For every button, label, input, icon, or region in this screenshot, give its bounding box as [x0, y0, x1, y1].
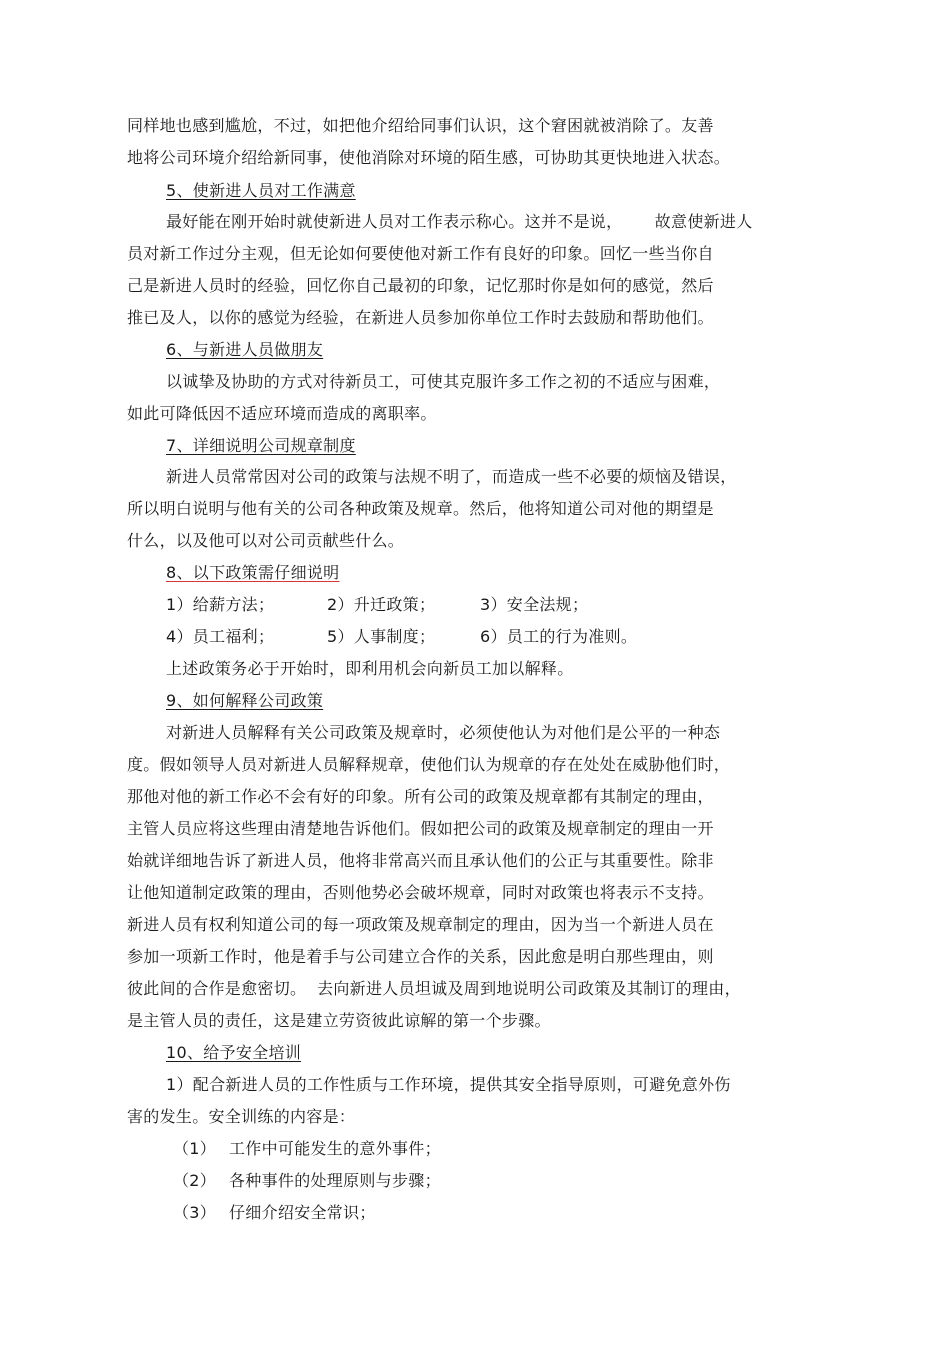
paragraph-line: 1）配合新进人员的工作性质与工作环境，提供其安全指导原则，可避免意外伤 — [166, 1075, 731, 1094]
section-heading-6: 6、与新进人员做朋友 — [166, 340, 324, 359]
paragraph-line: 员对新工作过分主观，但无论如何要使他对新工作有良好的印象。回忆一些当你自 — [127, 244, 714, 263]
paragraph-line: 害的发生。安全训练的内容是： — [127, 1107, 356, 1126]
paragraph-line: 什么，以及他可以对公司贡献些什么。 — [127, 531, 405, 550]
section-heading-7: 7、详细说明公司规章制度 — [166, 436, 356, 455]
safety-item-text: 工作中可能发生的意外事件； — [229, 1139, 441, 1158]
paragraph-line: 参加一项新工作时，他是着手与公司建立合作的关系，因此愈是明白那些理由，则 — [127, 947, 714, 966]
policy-list-item: 6）员工的行为准则。 — [480, 627, 638, 646]
section-heading-10: 10、给予安全培训 — [166, 1043, 302, 1062]
safety-item-text: 各种事件的处理原则与步骤； — [229, 1171, 441, 1190]
paragraph-line: 是主管人员的责任，这是建立劳资彼此谅解的第一个步骤。 — [127, 1011, 551, 1030]
policy-list-item: 5）人事制度； — [327, 627, 436, 646]
policy-list-item: 3）安全法规； — [480, 595, 589, 614]
paragraph-line: 始就详细地告诉了新进人员，他将非常高兴而且承认他们的公正与其重要性。除非 — [127, 851, 714, 870]
paragraph-line: 度。假如领导人员对新进人员解释规章，使他们认为规章的存在处处在威胁他们时， — [127, 755, 731, 774]
paragraph-line: 推已及人，以你的感觉为经验，在新进人员参加你单位工作时去鼓励和帮助他们。 — [127, 308, 714, 327]
paragraph-line: 主管人员应将这些理由清楚地告诉他们。假如把公司的政策及规章制定的理由一开 — [127, 819, 714, 838]
safety-item-number: （3） — [173, 1203, 217, 1222]
section-heading-9: 9、如何解释公司政策 — [166, 691, 324, 710]
paragraph-line: 那他对他的新工作必不会有好的印象。所有公司的政策及规章都有其制定的理由， — [127, 787, 714, 806]
paragraph-line: 以诚挚及协助的方式对待新员工，可使其克服许多工作之初的不适应与困难， — [166, 372, 721, 391]
safety-item-number: （1） — [173, 1139, 217, 1158]
paragraph-line: 如此可降低因不适应环境而造成的离职率。 — [127, 404, 437, 423]
paragraph-line: 己是新进人员时的经验，回忆你自己最初的印象，记忆那时你是如何的感觉，然后 — [127, 276, 714, 295]
safety-item-text: 仔细介绍安全常识； — [229, 1203, 376, 1222]
paragraph-line: 对新进人员解释有关公司政策及规章时，必须使他认为对他们是公平的一种态 — [166, 723, 721, 742]
paragraph-line: 彼此间的合作是愈密切。 去向新进人员坦诚及周到地说明公司政策及其制订的理由， — [127, 979, 741, 998]
paragraph-line: 所以明白说明与他有关的公司各种政策及规章。然后，他将知道公司对他的期望是 — [127, 499, 714, 518]
paragraph-line: 上述政策务必于开始时，即利用机会向新员工加以解释。 — [166, 659, 574, 678]
paragraph-line: 地将公司环境介绍给新同事，使他消除对环境的陌生感，可协助其更快地进入状态。 — [127, 148, 731, 167]
policy-list-item: 1）给薪方法； — [166, 595, 275, 614]
policy-list-item: 2）升迁政策； — [327, 595, 436, 614]
policy-list-item: 4）员工福利； — [166, 627, 275, 646]
paragraph-line: 最好能在刚开始时就使新进人员对工作表示称心。这并不是说， 故意使新进人 — [166, 212, 753, 231]
safety-item-number: （2） — [173, 1171, 217, 1190]
paragraph-line: 同样地也感到尴尬，不过，如把他介绍给同事们认识，这个窘困就被消除了。友善 — [127, 116, 714, 135]
paragraph-line: 让他知道制定政策的理由，否则他势必会破坏规章，同时对政策也将表示不支持。 — [127, 883, 714, 902]
paragraph-line: 新进人员有权利知道公司的每一项政策及规章制定的理由，因为当一个新进人员在 — [127, 915, 714, 934]
paragraph-line: 新进人员常常因对公司的政策与法规不明了，而造成一些不必要的烦恼及错误， — [166, 467, 737, 486]
section-heading-5: 5、使新进人员对工作满意 — [166, 181, 356, 200]
section-heading-8: 8、以下政策需仔细说明 — [166, 563, 340, 582]
